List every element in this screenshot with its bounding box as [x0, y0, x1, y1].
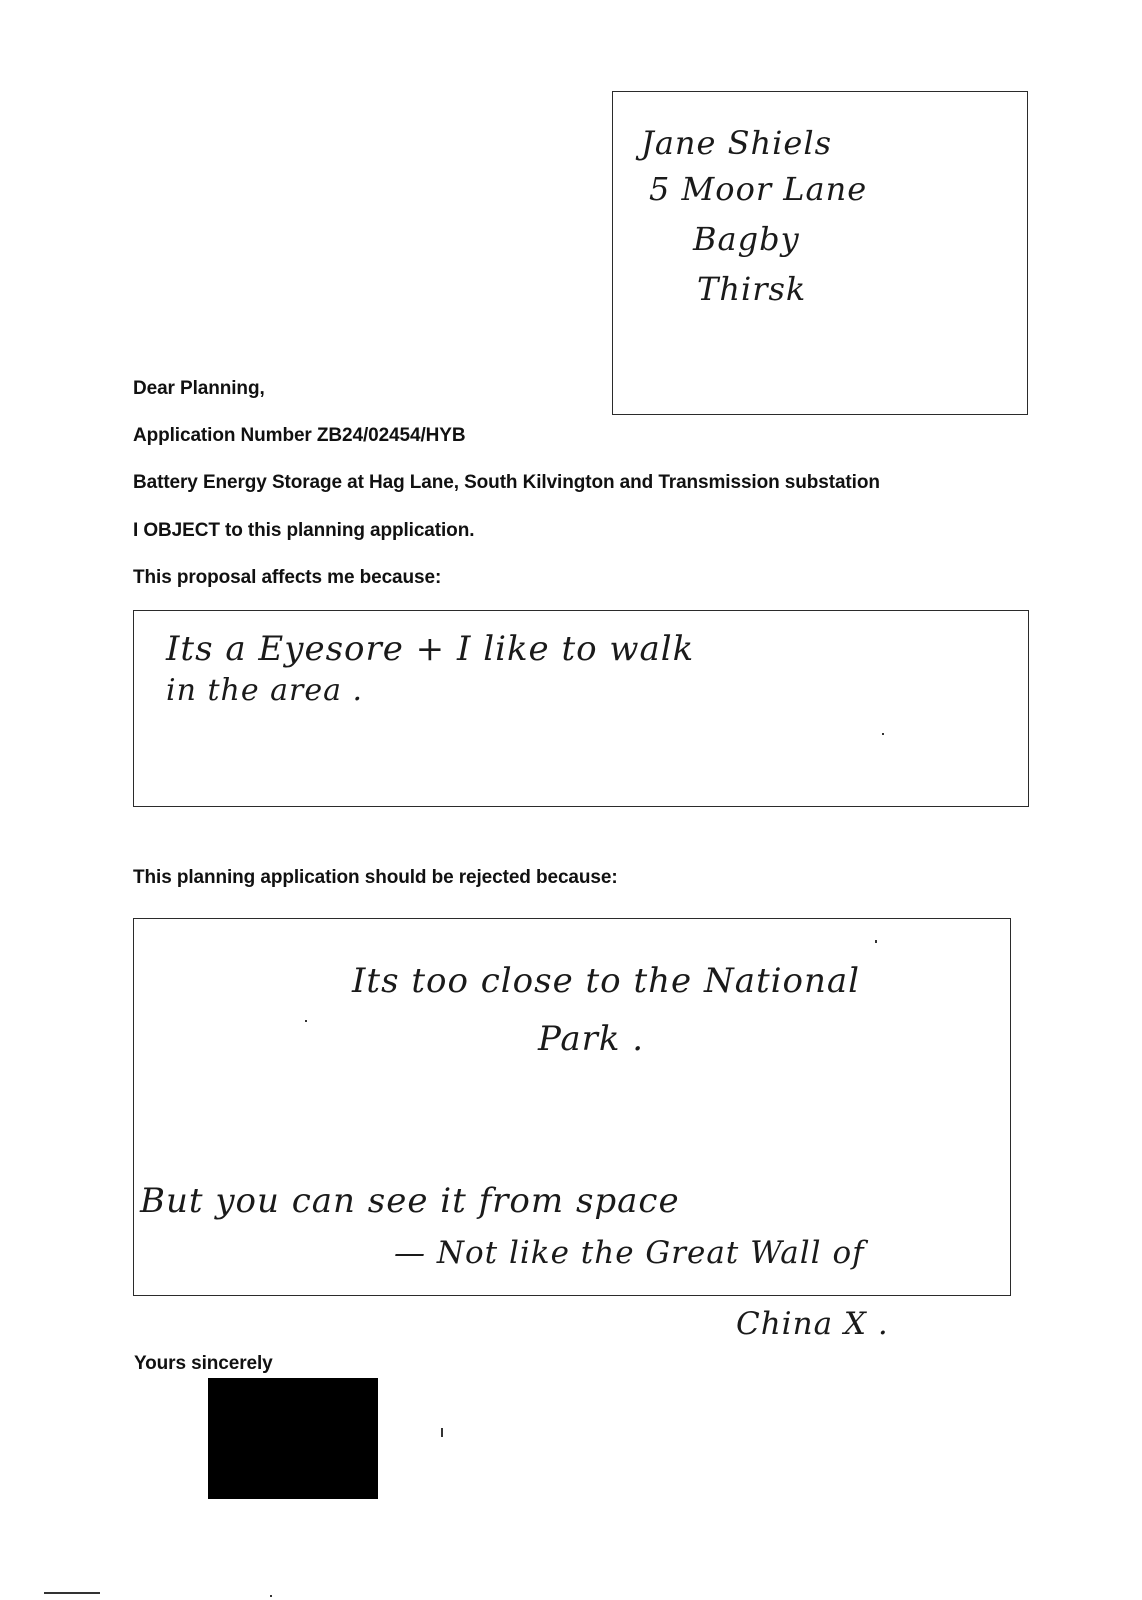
reject-text-line-4: — Not like the Great Wall of [394, 1235, 865, 1271]
reject-text-line-5: China X . [736, 1306, 889, 1342]
address-line-name: Jane Shiels [641, 124, 832, 162]
address-box [612, 91, 1028, 415]
reject-text-line-3: But you can see it from space [140, 1181, 680, 1221]
scan-speck [875, 940, 877, 943]
objection-statement: I OBJECT to this planning application. [133, 520, 475, 541]
reject-box [133, 918, 1011, 1296]
application-number: Application Number ZB24/02454/HYB [133, 425, 466, 446]
affects-text-line-1: Its a Eyesore + I like to walk [166, 629, 695, 669]
reject-label: This planning application should be rejected because: [133, 867, 618, 888]
salutation: Dear Planning, [133, 378, 265, 399]
scan-speck [882, 733, 884, 735]
reject-text-line-2: Park . [538, 1019, 645, 1059]
redacted-signature [208, 1378, 378, 1499]
affects-box [133, 610, 1029, 807]
address-line-village: Bagby [693, 220, 800, 258]
reject-text-line-1: Its too close to the National [352, 961, 861, 1001]
affects-label: This proposal affects me because: [133, 567, 442, 588]
scan-speck [305, 1020, 307, 1022]
scan-speck [44, 1592, 100, 1594]
address-line-town: Thirsk [697, 270, 807, 308]
closing: Yours sincerely [134, 1353, 273, 1374]
application-subject: Battery Energy Storage at Hag Lane, South Kilvington and Transmission substation [133, 472, 880, 493]
address-line-street: 5 Moor Lane [649, 170, 868, 208]
affects-text-line-2: in the area . [166, 673, 364, 708]
scan-speck [270, 1595, 272, 1597]
scan-speck [441, 1428, 443, 1437]
